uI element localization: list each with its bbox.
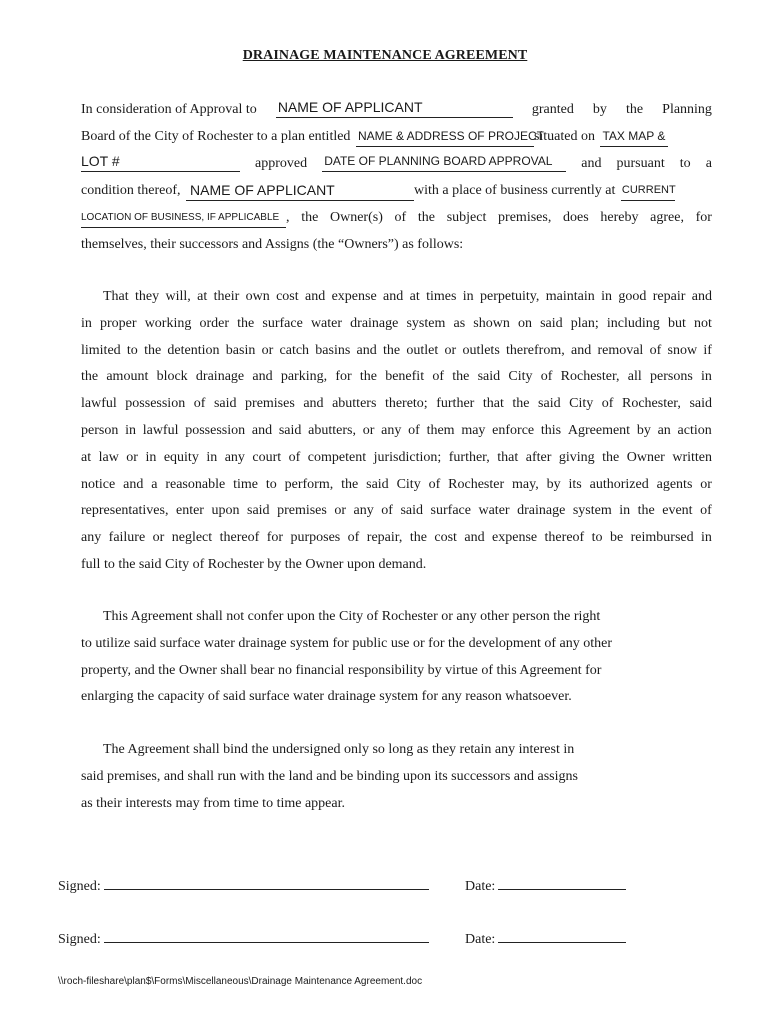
paragraph-word: possession <box>125 396 186 412</box>
paragraph-word: system <box>572 503 612 519</box>
signed-label: Signed: <box>58 932 101 947</box>
lot-field[interactable] <box>81 154 240 172</box>
paragraph-word: and <box>691 289 712 304</box>
approval-date-value: DATE OF PLANNING BOARD APPROVAL <box>324 154 553 168</box>
paragraph-word: action <box>677 422 712 438</box>
paragraph-word: of <box>601 396 614 412</box>
intro-line-6: themselves, their successors and Assigns (the “Owners”) as follows: <box>81 237 464 252</box>
paragraph-word: and <box>123 476 144 492</box>
paragraph-word: surface <box>430 503 471 519</box>
intro-text: pursuant <box>616 156 665 171</box>
paragraph-word: authorized <box>589 476 649 492</box>
paragraph-word: good <box>618 289 647 304</box>
paragraph-word: the <box>359 369 377 385</box>
paragraph-word: any <box>81 530 102 546</box>
paragraph-word: not <box>693 315 712 331</box>
paragraph-word: expense <box>492 530 538 546</box>
paragraph-word: Rochester <box>448 476 505 492</box>
paragraph-word: and <box>303 396 324 412</box>
paragraph-word: Rochester, <box>621 396 681 412</box>
paragraph-word: and <box>252 369 273 385</box>
paragraph-word: amount <box>106 369 149 385</box>
paragraph-word: order <box>199 315 230 331</box>
intro-line-4 <box>81 181 712 201</box>
paragraph-word: this <box>540 422 562 438</box>
paragraph-binding <box>81 737 712 817</box>
paragraph-word: surface <box>262 315 303 331</box>
paragraph-word: premises <box>245 396 295 412</box>
intro-word: of <box>394 210 407 225</box>
paragraph-word: at <box>197 289 208 304</box>
paragraph-word: enforce <box>492 422 535 438</box>
paragraph-word: Rochester, <box>560 369 620 385</box>
paragraph-word: if <box>703 342 712 358</box>
paragraph-word: lawful <box>81 396 117 412</box>
paragraph-line: enlarging the capacity of said surface water drainage system for any reason whatsoever. <box>81 689 572 705</box>
paragraph-word: said <box>247 503 270 519</box>
intro-text: In consideration of Approval to <box>81 102 257 117</box>
paragraph-word: thereof <box>219 530 260 546</box>
paragraph-word: City <box>569 396 594 412</box>
paragraph-word: catch <box>279 342 310 358</box>
intro-word: agree, <box>650 210 684 225</box>
paragraph-word: to <box>265 476 277 492</box>
intro-text: by <box>592 102 607 117</box>
paragraph-word: their <box>213 289 240 304</box>
paragraph-maintenance <box>81 284 712 579</box>
paragraph-word: outlets <box>462 342 500 358</box>
paragraph-word: in <box>206 449 218 465</box>
paragraph-word: drainage <box>195 369 245 385</box>
paragraph-word: City <box>396 476 421 492</box>
location-field[interactable] <box>81 210 286 228</box>
paragraph-word: and <box>356 342 377 358</box>
intro-text: Board of the City of Rochester to a plan entitled <box>81 129 351 144</box>
date-line-2[interactable] <box>498 928 626 943</box>
paragraph-word: them <box>426 422 455 438</box>
paragraph-word: jurisdiction; <box>373 449 442 465</box>
paragraph-word: repair, <box>366 530 403 546</box>
paragraph-line: This Agreement shall not confer upon the City of Rochester or any other person the right <box>103 609 601 624</box>
intro-text: , <box>286 210 290 225</box>
paragraph-word: benefit <box>385 369 425 385</box>
intro-word: premises, <box>498 210 552 225</box>
paragraph-word: and <box>464 530 485 546</box>
paragraph-word: thereto; <box>384 396 428 412</box>
applicant-name-value: NAME OF APPLICANT <box>277 99 423 115</box>
paragraph-word: and <box>383 289 404 304</box>
paragraph-word: in <box>462 289 474 304</box>
project-field[interactable] <box>356 129 544 147</box>
paragraph-word: after <box>525 449 552 465</box>
paragraph-word: That <box>103 289 129 304</box>
paragraph-word: removal <box>597 342 644 358</box>
paragraph-word: of <box>288 449 301 465</box>
paragraph-word: thereof <box>544 530 585 546</box>
paragraph-word: the <box>512 396 530 412</box>
paragraph-word: of <box>540 369 553 385</box>
paragraph-word: of <box>193 396 206 412</box>
paragraph-word: the <box>81 369 99 385</box>
paragraph-line <box>81 525 712 552</box>
paragraph-line: as their interests may from time to time appear. <box>81 795 345 811</box>
paragraph-word: purposes <box>290 530 341 546</box>
paragraph-word: the <box>602 449 620 465</box>
paragraph-word: of <box>700 503 712 519</box>
paragraph-word: of <box>428 476 441 492</box>
paragraph-word: said <box>689 396 712 412</box>
intro-line-3 <box>81 154 712 174</box>
paragraph-word: by <box>636 422 651 438</box>
paragraph-word: on <box>517 315 532 331</box>
paragraph-word: any <box>353 503 374 519</box>
paragraph-word: said <box>366 476 389 492</box>
date-label: Date: <box>465 879 496 894</box>
paragraph-word: the <box>452 369 470 385</box>
paragraph-word: own <box>245 289 270 304</box>
paragraph-word: or <box>700 476 712 492</box>
paragraph-word: that <box>497 449 519 465</box>
paragraph-word: person <box>81 422 119 438</box>
intro-line-1 <box>81 100 712 120</box>
paragraph-line: said premises, and shall run with the land and be binding upon its successors and assigns <box>81 768 578 784</box>
intro-word: the <box>417 210 436 225</box>
approval-date-field[interactable] <box>322 154 566 172</box>
current-field[interactable] <box>621 183 675 201</box>
paragraph-word: of <box>381 503 393 519</box>
paragraph-word: water <box>310 315 343 331</box>
applicant-name-value-2: NAME OF APPLICANT <box>190 182 335 198</box>
paragraph-word: and <box>251 422 273 438</box>
date-row-1 <box>465 875 626 897</box>
paragraph-word: in <box>125 422 136 438</box>
paragraph-line: full to the said City of Rochester by the Owner upon demand. <box>81 556 427 572</box>
signature-row-1 <box>58 875 429 897</box>
paragraph-word: said <box>540 315 563 331</box>
intro-word: does <box>563 210 589 225</box>
paragraph-word: by <box>546 476 561 492</box>
paragraph-word: and <box>305 289 326 304</box>
paragraph-word: in <box>81 315 92 331</box>
paragraph-word: that <box>482 396 504 412</box>
paragraph-word: drainage <box>350 315 399 331</box>
paragraph-word: or <box>152 530 165 546</box>
intro-text: and <box>581 156 602 171</box>
paragraph-word: in <box>145 449 157 465</box>
tax-map-field[interactable] <box>600 129 668 147</box>
intro-text: situated on <box>533 129 595 144</box>
paragraph-word: limited <box>81 342 121 358</box>
applicant-name-field-2[interactable] <box>186 183 414 201</box>
paragraph-word: may, <box>512 476 539 492</box>
paragraph-word: said <box>477 369 501 385</box>
paragraph-word: law <box>98 449 119 465</box>
paragraph-word: persons <box>650 369 693 385</box>
paragraph-line <box>81 311 712 338</box>
paragraph-word: representatives, <box>81 503 169 519</box>
intro-text: to <box>679 156 691 171</box>
paragraph-word: cost <box>276 289 299 304</box>
intro-line-5 <box>81 208 712 228</box>
paragraph-line: The Agreement shall bind the undersigned only so long as they retain any interest in <box>103 742 575 757</box>
paragraph-word: any <box>381 422 402 438</box>
tax-map-value: TAX MAP & <box>602 129 666 143</box>
paragraph-word: detention <box>167 342 220 358</box>
paragraph-word: or <box>261 342 274 358</box>
paragraph-word: said <box>538 396 561 412</box>
intro-word: the <box>301 210 319 225</box>
paragraph-word: of <box>432 369 444 385</box>
paragraph-word: may <box>461 422 486 438</box>
paragraph-word: or <box>444 342 457 358</box>
paragraph-word: times <box>426 289 457 304</box>
paragraph-line: property, and the Owner shall bear no financial responsibility by virtue of this Agreement for <box>81 662 602 678</box>
applicant-name-field[interactable] <box>276 100 513 118</box>
intro-word: Owner(s) <box>329 210 383 225</box>
current-value: CURRENT <box>621 184 676 196</box>
paragraph-word: said <box>213 396 237 412</box>
paragraph-word: further <box>436 396 475 412</box>
document-title: DRAINAGE MAINTENANCE AGREEMENT <box>242 48 528 63</box>
paragraph-word: to <box>591 530 603 546</box>
paragraph-word: time <box>233 476 258 492</box>
paragraph-line <box>81 498 712 525</box>
paragraph-word: including <box>606 315 660 331</box>
paragraph-line <box>81 284 712 311</box>
intro-word: hereby <box>600 210 639 225</box>
paragraph-word: at <box>409 289 420 304</box>
paragraph-word: giving <box>558 449 595 465</box>
paragraph-word: equity <box>163 449 199 465</box>
date-row-2 <box>465 928 626 950</box>
intro-text: condition thereof, <box>81 183 181 198</box>
paragraph-word: or <box>126 449 138 465</box>
intro-word: subject <box>446 210 487 225</box>
paragraph-word: proper <box>100 315 137 331</box>
project-value: NAME & ADDRESS OF PROJECT <box>357 129 544 143</box>
paragraph-word: the <box>383 342 401 358</box>
paragraph-word: water <box>478 503 510 519</box>
paragraph-word: City <box>508 369 533 385</box>
paragraph-word: for <box>266 530 284 546</box>
paragraph-word: basin <box>225 342 256 358</box>
paragraph-word: therefrom, <box>506 342 565 358</box>
paragraph-word: as <box>453 315 466 331</box>
paragraph-line <box>81 338 712 365</box>
intro-text: a <box>705 156 712 171</box>
paragraph-word: the <box>409 530 427 546</box>
paragraph-word: cost <box>434 530 457 546</box>
paragraph-word: the <box>341 476 359 492</box>
paragraph-word: event <box>662 503 693 519</box>
intro-line-2 <box>81 127 712 147</box>
file-path-footer: \\roch-fileshare\plan$\Forms\Miscellaneous\Drainage Maintenance Agreement.doc <box>58 976 423 987</box>
paragraph-word: possession <box>185 422 246 438</box>
paragraph-word: the <box>237 315 255 331</box>
paragraph-word: its <box>568 476 582 492</box>
paragraph-word: or <box>362 422 375 438</box>
paragraph-word: for <box>335 369 352 385</box>
paragraph-word: said <box>400 503 424 519</box>
paragraph-line <box>81 445 712 472</box>
paragraph-word: perform, <box>284 476 334 492</box>
location-value: LOCATION OF BUSINESS, IF APPLICABLE <box>81 212 280 223</box>
paragraph-word: neglect <box>171 530 213 546</box>
paragraph-word: reasonable <box>165 476 226 492</box>
paragraph-word: parking, <box>280 369 328 385</box>
intro-text: the <box>625 102 644 117</box>
paragraph-word: the <box>144 342 162 358</box>
paragraph-word: court <box>252 449 282 465</box>
paragraph-line <box>81 472 712 499</box>
intro-text: granted <box>531 102 574 117</box>
paragraph-word: in <box>601 289 613 304</box>
paragraph-word: Agreement <box>567 422 631 438</box>
paragraph-no-public-use <box>81 604 712 711</box>
paragraph-word: in <box>619 503 631 519</box>
paragraph-word: upon <box>211 503 240 519</box>
paragraph-word: to <box>126 342 138 358</box>
paragraph-word: abutters, <box>308 422 356 438</box>
signature-line-1[interactable] <box>104 875 429 890</box>
paragraph-word: enter <box>175 503 204 519</box>
paragraph-word: the <box>637 503 655 519</box>
paragraph-word: an <box>657 422 671 438</box>
paragraph-word: and <box>570 342 592 358</box>
paragraph-word: all <box>627 369 642 385</box>
paragraph-word: working <box>144 315 192 331</box>
paragraph-word: of <box>649 342 662 358</box>
paragraph-word: outlet <box>406 342 439 358</box>
paragraph-word: a <box>151 476 158 492</box>
paragraph-word: be <box>609 530 624 546</box>
date-label: Date: <box>465 932 496 947</box>
paragraph-word: lawful <box>142 422 179 438</box>
intro-text: with a place of business currently at <box>414 183 616 198</box>
paragraph-word: but <box>667 315 686 331</box>
paragraph-line <box>81 418 712 445</box>
paragraph-word: or <box>334 503 347 519</box>
paragraph-word: premises <box>277 503 327 519</box>
paragraph-word: plan; <box>570 315 599 331</box>
paragraph-word: failure <box>108 530 146 546</box>
paragraph-word: said <box>278 422 302 438</box>
signed-label: Signed: <box>58 879 101 894</box>
paragraph-word: of <box>347 530 360 546</box>
paragraph-word: snow <box>667 342 698 358</box>
paragraph-word: drainage <box>517 503 566 519</box>
paragraph-word: any <box>224 449 245 465</box>
paragraph-word: basins <box>315 342 351 358</box>
paragraph-word: perpetuity, <box>480 289 540 304</box>
paragraph-line <box>81 391 712 418</box>
paragraph-word: in <box>701 530 712 546</box>
paragraph-word: of <box>408 422 420 438</box>
paragraph-word: repair <box>652 289 686 304</box>
paragraph-word: reimbursed <box>630 530 694 546</box>
paragraph-word: notice <box>81 476 116 492</box>
paragraph-word: further, <box>448 449 490 465</box>
intro-text: approved <box>255 156 308 171</box>
paragraph-word: abutters <box>332 396 377 412</box>
paragraph-word: competent <box>307 449 367 465</box>
paragraph-word: system <box>406 315 446 331</box>
paragraph-word: at <box>81 449 92 465</box>
paragraph-line <box>81 364 712 391</box>
paragraph-word: shown <box>473 315 510 331</box>
signature-line-2[interactable] <box>104 928 429 943</box>
intro-text: Planning <box>662 102 712 117</box>
paragraph-word: agents <box>656 476 693 492</box>
paragraph-line: to utilize said surface water drainage system for public use or for the development of any other <box>81 635 613 651</box>
intro-word: for <box>695 210 712 225</box>
date-line-1[interactable] <box>498 875 626 890</box>
paragraph-word: expense <box>331 289 377 304</box>
paragraph-word: Owner <box>626 449 665 465</box>
paragraph-word: maintain <box>545 289 595 304</box>
location-group <box>81 208 290 228</box>
lot-value: LOT # <box>81 153 120 169</box>
paragraph-word: block <box>156 369 188 385</box>
paragraph-word: written <box>672 449 712 465</box>
paragraph-word: will, <box>165 289 191 304</box>
signature-row-2 <box>58 928 429 950</box>
paragraph-word: they <box>135 289 160 304</box>
paragraph-word: in <box>701 369 712 385</box>
